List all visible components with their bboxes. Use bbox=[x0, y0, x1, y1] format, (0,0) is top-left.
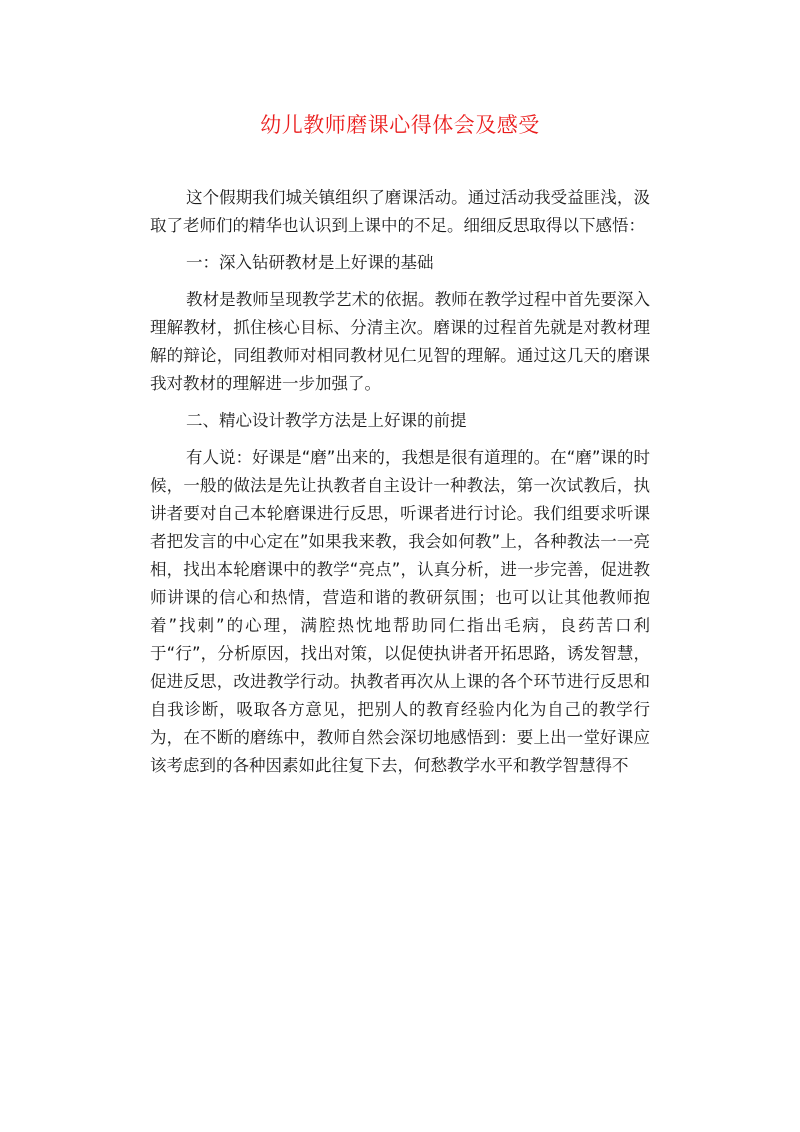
section-heading-1: 一：深入钻研教材是上好课的基础 bbox=[186, 253, 434, 272]
document-title: 幼儿教师磨课心得体会及感受 bbox=[260, 113, 540, 137]
paragraph-section-1: 教材是教师呈现教学艺术的依据。教师在教学过程中首先要深入理解教材，抓住核心目标、分清主次。磨课的过程首先就是对教材理解的辩论，同组教师对相同教材见仁见智的理解。通过这几天的磨课我对教材的理解进一步加强了。 bbox=[150, 290, 650, 393]
section-heading-2: 二、精心设计教学方法是上好课的前提 bbox=[186, 411, 467, 430]
paragraph-intro: 这个假期我们城关镇组织了磨课活动。通过活动我受益匪浅，汲取了老师们的精华也认识到上课中的不足。细细反思取得以下感悟： bbox=[150, 188, 650, 235]
document-body bbox=[150, 184, 650, 789]
paragraph-section-2: 有人说：好课是“磨”出来的，我想是很有道理的。在“磨”课的时候，一般的做法是先让执教者自主设计一种教法，第一次试教后，执讲者要对自己本轮磨课进行反思，听课者进行讨论。我们组要求听课者把发言的中心定在”如果我来教，我会如何教”上，各种教法一一亮相，找出本轮磨课中的教学“亮点”，认真分析，进一步完善，促进教师讲课的信心和热情，营造和谐的教研氛围；也可以让其他教师抱着”找刺”的心理，满腔热忱地帮助同仁指出毛病，良药苦口利于“行”，分析原因，找出对策，以促使执讲者开拓思路，诱发智慧，促进反思，改进教学行动。执教者再次从上课的各个环节进行反思和自我诊断，吸取各方意见，把别人的教育经验内化为自己的教学行为，在不断的磨练中，教师自然会深切地感悟到：要上出一堂好课应该考虑到的各种因素如此往复下去，何愁教学水平和教学智慧得不 bbox=[150, 448, 650, 775]
